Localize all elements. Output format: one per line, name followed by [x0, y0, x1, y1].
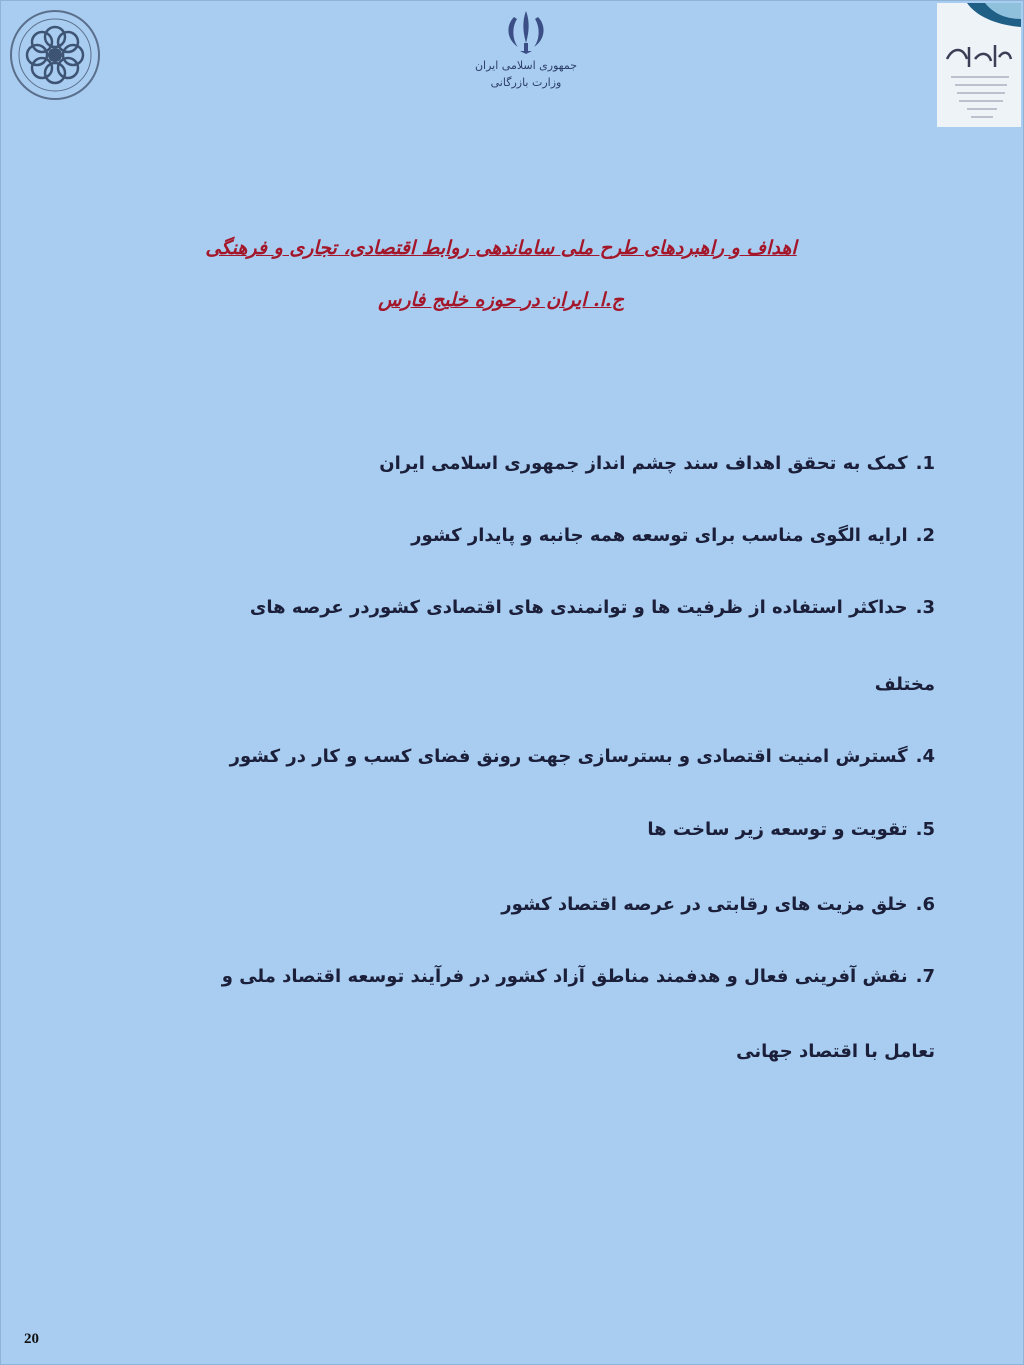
- list-item-text: گسترش امنیت اقتصادی و بسترسازی جهت رونق فضای کسب و کار در کشور: [229, 746, 908, 767]
- list-item-3: [250, 597, 935, 618]
- list-item-text: تقویت و توسعه زیر ساخت ها: [647, 819, 908, 840]
- list-item-number: 2.: [915, 525, 935, 546]
- title-line-2: ج.ا. ایران در حوزه خلیج فارس: [378, 289, 624, 311]
- list-item-text: خلق مزیت های رقابتی در عرصه اقتصاد کشور: [501, 894, 908, 915]
- list-item-number: 7.: [915, 966, 935, 987]
- list-item-7: [222, 966, 935, 987]
- list-item-text: مختلف: [874, 674, 935, 695]
- list-item-number: 3.: [915, 597, 935, 618]
- government-emblem: [451, 9, 601, 105]
- list-item-2: [411, 525, 935, 546]
- list-item-5: [647, 819, 935, 840]
- list-item-text: نقش آفرینی فعال و هدفمند مناطق آزاد کشور در فرآیند توسعه اقتصاد ملی و: [221, 966, 908, 987]
- geometric-rosette-logo-icon: [7, 7, 103, 103]
- list-item-text: کمک به تحقق اهداف سند چشم انداز جمهوری اسلامی ایران: [379, 453, 908, 474]
- list-item-number: 4.: [915, 746, 935, 767]
- list-item-number: 1.: [915, 453, 935, 474]
- organization-logo-left: [7, 7, 103, 103]
- emblem-caption-line2: وزارت بازرگانی: [490, 76, 562, 89]
- calligraphy-wave-logo-icon: [937, 3, 1021, 127]
- project-logo-right: [937, 3, 1021, 127]
- list-item-7-continuation: [736, 1041, 935, 1062]
- list-item-6: [501, 894, 935, 915]
- emblem-caption-line1: جمهوری اسلامی ایران: [474, 59, 578, 72]
- list-item-1: [379, 453, 935, 474]
- iran-emblem-icon: [504, 9, 548, 55]
- list-item-text: ارایه الگوی مناسب برای توسعه همه جانبه و پایدار کشور: [411, 525, 908, 546]
- list-item-4: [230, 746, 935, 767]
- list-item-text: تعامل با اقتصاد جهانی: [736, 1041, 935, 1062]
- list-item-number: 6.: [915, 894, 935, 915]
- title-line-1: اهداف و راهبردهای طرح ملی ساماندهی روابط اقتصادی، تجاری و فرهنگی: [205, 237, 797, 259]
- page-number: 20: [24, 1331, 39, 1347]
- list-item-3-continuation: [875, 674, 935, 695]
- list-item-number: 5.: [915, 819, 935, 840]
- list-item-text: حداکثر استفاده از ظرفیت ها و توانمندی های اقتصادی کشوردر عرصه های: [249, 597, 908, 618]
